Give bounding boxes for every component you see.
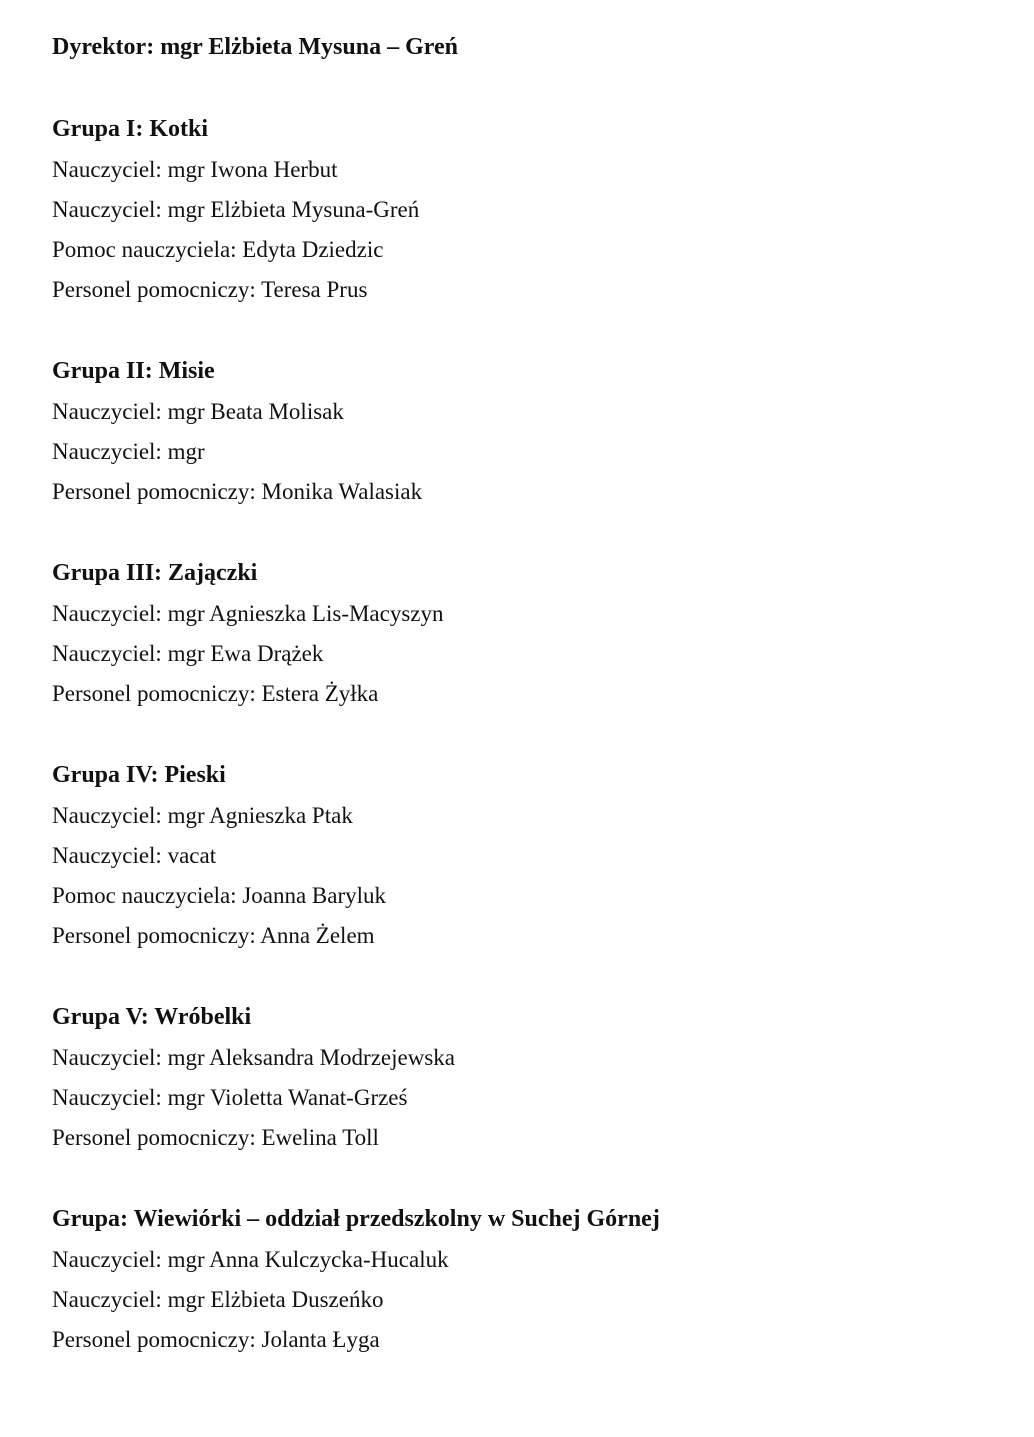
group-title: Grupa I: Kotki <box>52 116 209 142</box>
staff-line: Personel pomocniczy: Ewelina Toll <box>52 1125 379 1150</box>
group-misie <box>52 354 1034 509</box>
staff-line: Personel pomocniczy: Jolanta Łyga <box>52 1327 380 1352</box>
group-wiewiorki <box>52 1202 1034 1357</box>
staff-line: Personel pomocniczy: Teresa Prus <box>52 277 368 302</box>
staff-line: Nauczyciel: mgr Ewa Drążek <box>52 641 324 666</box>
staff-line: Nauczyciel: mgr Iwona Herbut <box>52 157 338 182</box>
group-zajaczki <box>52 556 1034 711</box>
group-pieski <box>52 758 1034 953</box>
staff-line: Nauczyciel: mgr Beata Molisak <box>52 399 344 424</box>
director-heading: Dyrektor: mgr Elżbieta Mysuna – Greń <box>52 34 458 60</box>
staff-line: Nauczyciel: mgr Elżbieta Mysuna-Greń <box>52 197 420 222</box>
staff-line: Nauczyciel: mgr <box>52 439 205 464</box>
staff-line: Nauczyciel: mgr Aleksandra Modrzejewska <box>52 1045 455 1070</box>
staff-line: Nauczyciel: mgr Agnieszka Ptak <box>52 803 353 828</box>
group-title: Grupa II: Misie <box>52 358 215 384</box>
staff-line: Nauczyciel: mgr Elżbieta Duszeńko <box>52 1287 384 1312</box>
staff-line: Nauczyciel: vacat <box>52 843 217 868</box>
staff-line: Nauczyciel: mgr Anna Kulczycka-Hucaluk <box>52 1247 449 1272</box>
staff-line: Personel pomocniczy: Estera Żyłka <box>52 681 379 706</box>
group-kotki <box>52 112 1034 307</box>
group-title: Grupa III: Zajączki <box>52 560 258 586</box>
group-title: Grupa V: Wróbelki <box>52 1004 252 1030</box>
staff-line: Nauczyciel: mgr Agnieszka Lis-Macyszyn <box>52 601 444 626</box>
group-title: Grupa IV: Pieski <box>52 762 226 788</box>
staff-line: Pomoc nauczyciela: Joanna Baryluk <box>52 883 387 908</box>
staff-line: Personel pomocniczy: Anna Żelem <box>52 923 375 948</box>
staff-line: Pomoc nauczyciela: Edyta Dziedzic <box>52 237 384 262</box>
group-title: Grupa: Wiewiórki – oddział przedszkolny w Suchej Górnej <box>52 1206 660 1232</box>
staff-line: Nauczyciel: mgr Violetta Wanat-Grześ <box>52 1085 408 1110</box>
group-wrobelki <box>52 1000 1034 1155</box>
staff-line: Personel pomocniczy: Monika Walasiak <box>52 479 423 504</box>
